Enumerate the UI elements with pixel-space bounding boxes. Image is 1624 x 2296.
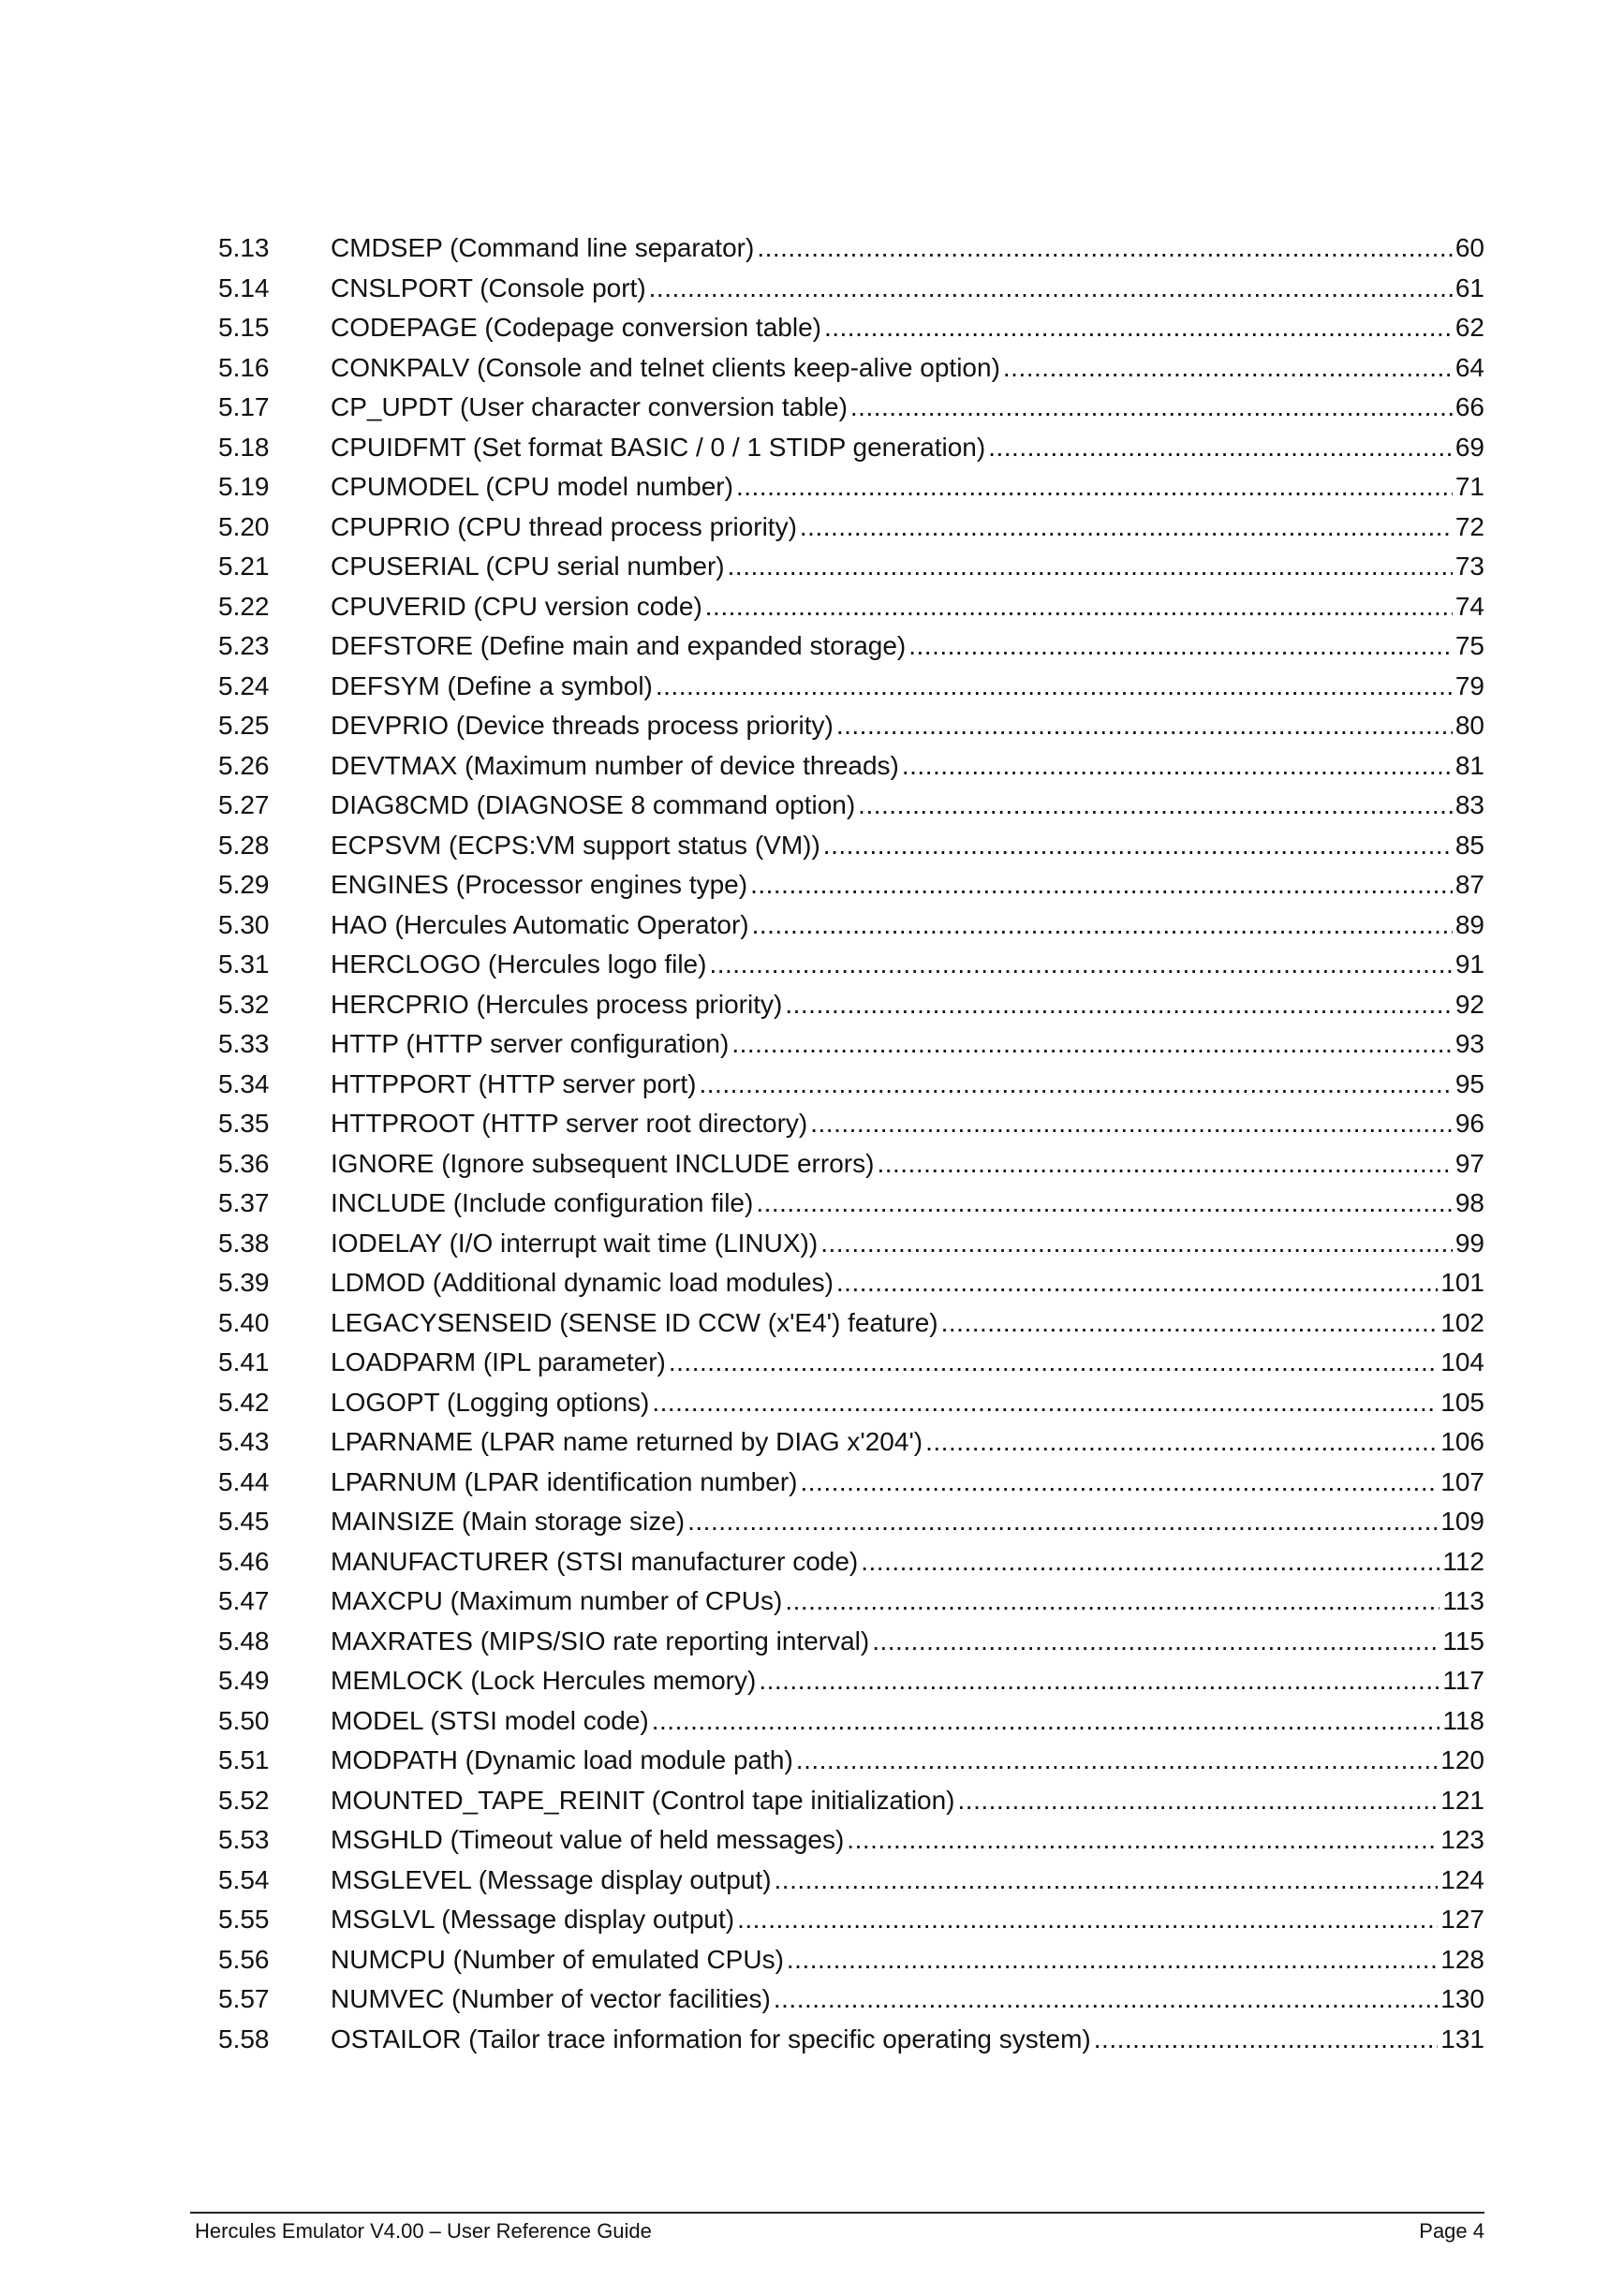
toc-entry-page[interactable]: 96 bbox=[1454, 1109, 1484, 1138]
toc-entry-title[interactable]: MODPATH (Dynamic load module path) bbox=[331, 1745, 793, 1774]
toc-entry[interactable] bbox=[218, 1542, 1484, 1582]
toc-entry-page[interactable]: 83 bbox=[1454, 790, 1484, 819]
toc-dot-leader bbox=[836, 706, 1453, 746]
toc-entry-page[interactable]: 71 bbox=[1454, 472, 1484, 501]
toc-dot-leader bbox=[700, 1065, 1453, 1105]
toc-entry-number: 5.56 bbox=[218, 1944, 270, 1974]
toc-entry-title[interactable]: MODEL (STSI model code) bbox=[331, 1705, 649, 1735]
toc-entry-title[interactable]: MEMLOCK (Lock Hercules memory) bbox=[331, 1666, 757, 1695]
toc-entry[interactable] bbox=[218, 1184, 1484, 1224]
toc-entry-page[interactable]: 93 bbox=[1454, 1029, 1484, 1058]
toc-dot-leader bbox=[759, 1661, 1439, 1701]
toc-entry[interactable] bbox=[218, 1024, 1484, 1065]
toc-entry-page[interactable]: 66 bbox=[1454, 392, 1484, 421]
toc-entry-page[interactable]: 74 bbox=[1454, 591, 1484, 621]
toc-dot-leader bbox=[750, 865, 1453, 905]
toc-entry[interactable] bbox=[218, 1861, 1484, 1901]
toc-entry-page[interactable]: 104 bbox=[1440, 1347, 1484, 1376]
toc-entry-page[interactable]: 92 bbox=[1454, 989, 1484, 1019]
toc-entry-page[interactable]: 112 bbox=[1442, 1546, 1484, 1576]
toc-entry-title[interactable]: CNSLPORT (Console port) bbox=[331, 272, 646, 302]
toc-entry[interactable] bbox=[218, 945, 1484, 985]
toc-dot-leader bbox=[902, 746, 1453, 787]
toc-entry-number: 5.19 bbox=[218, 472, 270, 501]
toc-entry-title[interactable]: CPUMODEL (CPU model number) bbox=[331, 472, 733, 501]
toc-entry[interactable] bbox=[218, 1422, 1484, 1463]
toc-dot-leader bbox=[649, 269, 1453, 309]
toc-entry[interactable] bbox=[218, 786, 1484, 826]
table-of-contents bbox=[218, 228, 1484, 2059]
toc-entry-number: 5.27 bbox=[218, 790, 270, 819]
toc-dot-leader bbox=[652, 1383, 1438, 1423]
toc-entry-title[interactable]: MAXCPU (Maximum number of CPUs) bbox=[331, 1586, 783, 1615]
toc-entry[interactable] bbox=[218, 228, 1484, 269]
toc-entry[interactable] bbox=[218, 905, 1484, 946]
toc-entry-title[interactable]: HTTPROOT (HTTP server root directory) bbox=[331, 1109, 808, 1138]
toc-entry-title[interactable]: LOADPARM (IPL parameter) bbox=[331, 1347, 666, 1376]
toc-entry-number: 5.34 bbox=[218, 1068, 270, 1098]
toc-dot-leader bbox=[752, 905, 1453, 946]
toc-entry[interactable] bbox=[218, 1900, 1484, 1940]
toc-entry-number: 5.37 bbox=[218, 1188, 270, 1217]
toc-entry-title[interactable]: MANUFACTURER (STSI manufacturer code) bbox=[331, 1546, 859, 1576]
toc-entry-title[interactable]: HERCLOGO (Hercules logo file) bbox=[331, 949, 707, 979]
toc-entry-page[interactable]: 89 bbox=[1454, 909, 1484, 939]
toc-entry[interactable] bbox=[218, 1463, 1484, 1503]
toc-entry-number: 5.50 bbox=[218, 1705, 270, 1735]
toc-entry[interactable] bbox=[218, 1820, 1484, 1861]
toc-entry-title[interactable]: CPUVERID (CPU version code) bbox=[331, 591, 702, 621]
toc-entry-number: 5.30 bbox=[218, 909, 270, 939]
toc-dot-leader bbox=[757, 228, 1453, 269]
toc-dot-leader bbox=[810, 1104, 1453, 1144]
toc-dot-leader bbox=[774, 1980, 1438, 2020]
toc-entry-title[interactable]: OSTAILOR (Tailor trace information for specific operating system) bbox=[331, 2024, 1091, 2053]
toc-entry[interactable] bbox=[218, 508, 1484, 548]
toc-entry[interactable] bbox=[218, 269, 1484, 309]
toc-entry-title[interactable]: MSGLVL (Message display output) bbox=[331, 1905, 735, 1934]
toc-entry-title[interactable]: CPUPRIO (CPU thread process priority) bbox=[331, 511, 797, 541]
toc-entry-page[interactable]: 102 bbox=[1440, 1307, 1484, 1337]
toc-dot-leader bbox=[785, 985, 1453, 1025]
toc-entry[interactable] bbox=[218, 348, 1484, 389]
toc-dot-leader bbox=[737, 1900, 1438, 1940]
toc-dot-leader bbox=[787, 1940, 1438, 1980]
toc-entry-page[interactable]: 128 bbox=[1440, 1944, 1484, 1974]
toc-entry-number: 5.32 bbox=[218, 989, 270, 1019]
toc-entry-number: 5.42 bbox=[218, 1387, 270, 1417]
toc-entry[interactable] bbox=[218, 1224, 1484, 1264]
toc-entry[interactable] bbox=[218, 1383, 1484, 1423]
toc-entry-page[interactable]: 62 bbox=[1454, 313, 1484, 342]
toc-entry-number: 5.35 bbox=[218, 1109, 270, 1138]
toc-entry-page[interactable]: 60 bbox=[1454, 233, 1484, 262]
toc-entry-title[interactable]: NUMCPU (Number of emulated CPUs) bbox=[331, 1944, 784, 1974]
toc-entry-number: 5.25 bbox=[218, 711, 270, 740]
toc-entry[interactable] bbox=[218, 1661, 1484, 1701]
toc-entry-title[interactable]: DIAG8CMD (DIAGNOSE 8 command option) bbox=[331, 790, 856, 819]
toc-entry-number: 5.20 bbox=[218, 511, 270, 541]
toc-entry-page[interactable]: 80 bbox=[1454, 711, 1484, 740]
toc-dot-leader bbox=[785, 1582, 1439, 1622]
toc-entry-number: 5.57 bbox=[218, 1984, 270, 2013]
toc-dot-leader bbox=[877, 1144, 1452, 1185]
toc-entry-page[interactable]: 91 bbox=[1454, 949, 1484, 979]
toc-entry-number: 5.14 bbox=[218, 272, 270, 302]
toc-entry-title[interactable]: MSGHLD (Timeout value of held messages) bbox=[331, 1825, 845, 1854]
toc-entry-page[interactable]: 79 bbox=[1454, 670, 1484, 700]
toc-entry-title[interactable]: ENGINES (Processor engines type) bbox=[331, 870, 748, 899]
toc-entry-title[interactable]: DEVPRIO (Device threads process priority) bbox=[331, 711, 834, 740]
toc-entry-number: 5.22 bbox=[218, 591, 270, 621]
toc-entry-number: 5.48 bbox=[218, 1626, 270, 1656]
toc-entry-title[interactable]: DEFSTORE (Define main and expanded storage) bbox=[331, 631, 907, 660]
toc-entry-page[interactable]: 117 bbox=[1442, 1666, 1484, 1695]
toc-entry-page[interactable]: 85 bbox=[1454, 830, 1484, 860]
toc-entry-page[interactable]: 81 bbox=[1454, 750, 1484, 780]
toc-entry-page[interactable]: 101 bbox=[1440, 1268, 1484, 1297]
toc-entry-number: 5.53 bbox=[218, 1825, 270, 1854]
toc-entry-number: 5.24 bbox=[218, 670, 270, 700]
toc-dot-leader bbox=[988, 428, 1453, 468]
toc-entry-title[interactable]: MAINSIZE (Main storage size) bbox=[331, 1507, 686, 1536]
toc-entry-number: 5.36 bbox=[218, 1148, 270, 1178]
toc-entry[interactable] bbox=[218, 626, 1484, 667]
toc-entry-title[interactable]: HTTP (HTTP server configuration) bbox=[331, 1029, 730, 1058]
toc-entry-page[interactable]: 127 bbox=[1440, 1905, 1484, 1934]
toc-entry[interactable] bbox=[218, 985, 1484, 1025]
toc-dot-leader bbox=[1094, 2020, 1439, 2060]
toc-entry-page[interactable]: 99 bbox=[1454, 1228, 1484, 1258]
toc-dot-leader bbox=[925, 1422, 1438, 1463]
toc-entry[interactable] bbox=[218, 587, 1484, 627]
toc-entry-number: 5.39 bbox=[218, 1268, 270, 1297]
toc-entry[interactable] bbox=[218, 1582, 1484, 1622]
toc-entry[interactable] bbox=[218, 308, 1484, 348]
toc-entry[interactable] bbox=[218, 667, 1484, 707]
toc-entry[interactable] bbox=[218, 1622, 1484, 1662]
toc-dot-leader bbox=[861, 1542, 1439, 1582]
toc-entry[interactable] bbox=[218, 826, 1484, 866]
toc-entry[interactable] bbox=[218, 746, 1484, 787]
toc-entry-number: 5.17 bbox=[218, 392, 270, 421]
toc-entry-title[interactable]: IGNORE (Ignore subsequent INCLUDE errors) bbox=[331, 1148, 875, 1178]
toc-entry-title[interactable]: CONKPALV (Console and telnet clients keep-alive option) bbox=[331, 352, 1000, 382]
toc-entry-title[interactable]: DEVTMAX (Maximum number of device threads) bbox=[331, 750, 899, 780]
toc-entry[interactable] bbox=[218, 388, 1484, 428]
toc-entry-page[interactable]: 105 bbox=[1440, 1387, 1484, 1417]
toc-entry-number: 5.58 bbox=[218, 2024, 270, 2053]
toc-entry[interactable] bbox=[218, 865, 1484, 905]
footer-page-number: Page 4 bbox=[1419, 2219, 1484, 2243]
toc-entry-page[interactable]: 120 bbox=[1440, 1745, 1484, 1774]
toc-entry-page[interactable]: 75 bbox=[1454, 631, 1484, 660]
toc-entry[interactable] bbox=[218, 1144, 1484, 1185]
toc-entry-title[interactable]: CP_UPDT (User character conversion table) bbox=[331, 392, 848, 421]
toc-entry-page[interactable]: 69 bbox=[1454, 432, 1484, 462]
toc-entry-page[interactable]: 61 bbox=[1454, 272, 1484, 302]
toc-entry-page[interactable]: 107 bbox=[1440, 1466, 1484, 1496]
toc-dot-leader bbox=[823, 826, 1453, 866]
toc-dot-leader bbox=[850, 388, 1453, 428]
toc-dot-leader bbox=[656, 667, 1453, 707]
toc-entry-title[interactable]: CPUIDFMT (Set format BASIC / 0 / 1 STIDP generation) bbox=[331, 432, 986, 462]
page-footer bbox=[195, 2217, 1484, 2245]
toc-entry-page[interactable]: 87 bbox=[1454, 870, 1484, 899]
toc-entry-number: 5.47 bbox=[218, 1586, 270, 1615]
toc-entry-number: 5.33 bbox=[218, 1029, 270, 1058]
toc-entry-page[interactable]: 113 bbox=[1442, 1586, 1484, 1615]
toc-entry-page[interactable]: 72 bbox=[1454, 511, 1484, 541]
toc-entry-title[interactable]: CODEPAGE (Codepage conversion table) bbox=[331, 313, 821, 342]
toc-entry-page[interactable]: 95 bbox=[1454, 1068, 1484, 1098]
toc-dot-leader bbox=[824, 308, 1453, 348]
toc-entry-page[interactable]: 124 bbox=[1440, 1864, 1484, 1894]
toc-dot-leader bbox=[820, 1224, 1453, 1264]
toc-entry[interactable] bbox=[218, 1502, 1484, 1542]
toc-entry-number: 5.31 bbox=[218, 949, 270, 979]
toc-dot-leader bbox=[958, 1781, 1439, 1821]
toc-entry[interactable] bbox=[218, 547, 1484, 587]
footer-divider bbox=[190, 2212, 1484, 2214]
toc-entry-number: 5.43 bbox=[218, 1427, 270, 1456]
toc-entry-title[interactable]: DEFSYM (Define a symbol) bbox=[331, 670, 653, 700]
toc-entry-page[interactable]: 131 bbox=[1440, 2024, 1484, 2053]
toc-entry-page[interactable]: 130 bbox=[1440, 1984, 1484, 2013]
toc-dot-leader bbox=[847, 1820, 1438, 1861]
toc-entry-title[interactable]: LDMOD (Additional dynamic load modules) bbox=[331, 1268, 834, 1297]
toc-dot-leader bbox=[941, 1303, 1439, 1344]
toc-entry-number: 5.51 bbox=[218, 1745, 270, 1774]
toc-entry[interactable] bbox=[218, 1065, 1484, 1105]
toc-dot-leader bbox=[709, 945, 1452, 985]
toc-entry[interactable] bbox=[218, 467, 1484, 508]
toc-entry-number: 5.49 bbox=[218, 1666, 270, 1695]
toc-entry-title[interactable]: LEGACYSENSEID (SENSE ID CCW (x'E4') feature) bbox=[331, 1307, 938, 1337]
toc-dot-leader bbox=[705, 587, 1453, 627]
toc-entry-page[interactable]: 118 bbox=[1442, 1705, 1484, 1735]
toc-entry-number: 5.16 bbox=[218, 352, 270, 382]
toc-entry-title[interactable]: CPUSERIAL (CPU serial number) bbox=[331, 552, 725, 581]
toc-entry[interactable] bbox=[218, 1263, 1484, 1303]
toc-entry-page[interactable]: 115 bbox=[1442, 1626, 1484, 1656]
toc-entry[interactable] bbox=[218, 1343, 1484, 1383]
toc-dot-leader bbox=[800, 1463, 1438, 1503]
toc-entry-title[interactable]: IODELAY (I/O interrupt wait time (LINUX)) bbox=[331, 1228, 819, 1258]
toc-entry-number: 5.41 bbox=[218, 1347, 270, 1376]
toc-entry[interactable] bbox=[218, 1104, 1484, 1144]
toc-entry[interactable] bbox=[218, 2020, 1484, 2060]
toc-entry-number: 5.40 bbox=[218, 1307, 270, 1337]
toc-entry-page[interactable]: 97 bbox=[1454, 1148, 1484, 1178]
toc-entry-title[interactable]: CMDSEP (Command line separator) bbox=[331, 233, 755, 262]
toc-entry[interactable] bbox=[218, 428, 1484, 468]
toc-entry-title[interactable]: LPARNAME (LPAR name returned by DIAG x'204') bbox=[331, 1427, 923, 1456]
toc-entry-title[interactable]: HAO (Hercules Automatic Operator) bbox=[331, 909, 749, 939]
toc-dot-leader bbox=[669, 1343, 1438, 1383]
toc-entry[interactable] bbox=[218, 1781, 1484, 1821]
toc-dot-leader bbox=[858, 786, 1453, 826]
toc-dot-leader bbox=[756, 1184, 1453, 1224]
toc-dot-leader bbox=[872, 1622, 1439, 1662]
toc-entry-title[interactable]: MAXRATES (MIPS/SIO rate reporting interval) bbox=[331, 1626, 870, 1656]
toc-entry-number: 5.21 bbox=[218, 552, 270, 581]
toc-entry[interactable] bbox=[218, 1741, 1484, 1781]
toc-entry-page[interactable]: 121 bbox=[1440, 1785, 1484, 1815]
toc-dot-leader bbox=[796, 1741, 1438, 1781]
toc-entry-number: 5.13 bbox=[218, 233, 270, 262]
toc-entry-number: 5.23 bbox=[218, 631, 270, 660]
toc-entry-number: 5.45 bbox=[218, 1507, 270, 1536]
toc-entry-number: 5.46 bbox=[218, 1546, 270, 1576]
toc-dot-leader bbox=[775, 1861, 1439, 1901]
toc-dot-leader bbox=[800, 508, 1453, 548]
toc-dot-leader bbox=[728, 547, 1453, 587]
toc-entry-number: 5.52 bbox=[218, 1785, 270, 1815]
toc-entry-page[interactable]: 73 bbox=[1454, 552, 1484, 581]
toc-entry-title[interactable]: MSGLEVEL (Message display output) bbox=[331, 1864, 772, 1894]
toc-entry-title[interactable]: NUMVEC (Number of vector facilities) bbox=[331, 1984, 771, 2013]
toc-entry[interactable] bbox=[218, 1940, 1484, 1980]
toc-entry-number: 5.15 bbox=[218, 313, 270, 342]
toc-entry-title[interactable]: ECPSVM (ECPS:VM support status (VM)) bbox=[331, 830, 820, 860]
toc-entry-number: 5.29 bbox=[218, 870, 270, 899]
toc-entry[interactable] bbox=[218, 706, 1484, 746]
toc-dot-leader bbox=[731, 1024, 1453, 1065]
toc-entry[interactable] bbox=[218, 1701, 1484, 1742]
toc-entry-title[interactable]: LPARNUM (LPAR identification number) bbox=[331, 1466, 798, 1496]
toc-entry[interactable] bbox=[218, 1980, 1484, 2020]
toc-entry-number: 5.44 bbox=[218, 1466, 270, 1496]
toc-entry-title[interactable]: INCLUDE (Include configuration file) bbox=[331, 1188, 754, 1217]
toc-entry-page[interactable]: 123 bbox=[1440, 1825, 1484, 1854]
toc-entry-page[interactable]: 64 bbox=[1454, 352, 1484, 382]
toc-dot-leader bbox=[652, 1701, 1440, 1742]
toc-entry-title[interactable]: HERCPRIO (Hercules process priority) bbox=[331, 989, 783, 1019]
toc-entry-number: 5.28 bbox=[218, 830, 270, 860]
toc-entry-number: 5.55 bbox=[218, 1905, 270, 1934]
toc-dot-leader bbox=[687, 1502, 1438, 1542]
toc-entry-number: 5.26 bbox=[218, 750, 270, 780]
toc-entry-page[interactable]: 106 bbox=[1440, 1427, 1484, 1456]
toc-entry-number: 5.38 bbox=[218, 1228, 270, 1258]
toc-entry-title[interactable]: MOUNTED_TAPE_REINIT (Control tape initialization) bbox=[331, 1785, 955, 1815]
toc-entry-number: 5.18 bbox=[218, 432, 270, 462]
footer-document-title: Hercules Emulator V4.00 – User Reference Guide bbox=[195, 2219, 652, 2243]
toc-entry-title[interactable]: HTTPPORT (HTTP server port) bbox=[331, 1068, 697, 1098]
toc-dot-leader bbox=[908, 626, 1453, 667]
toc-entry[interactable] bbox=[218, 1303, 1484, 1344]
toc-entry-number: 5.54 bbox=[218, 1864, 270, 1894]
toc-dot-leader bbox=[836, 1263, 1438, 1303]
toc-dot-leader bbox=[736, 467, 1453, 508]
toc-entry-page[interactable]: 109 bbox=[1440, 1507, 1484, 1536]
toc-dot-leader bbox=[1003, 348, 1453, 389]
toc-entry-title[interactable]: LOGOPT (Logging options) bbox=[331, 1387, 650, 1417]
toc-entry-page[interactable]: 98 bbox=[1454, 1188, 1484, 1217]
